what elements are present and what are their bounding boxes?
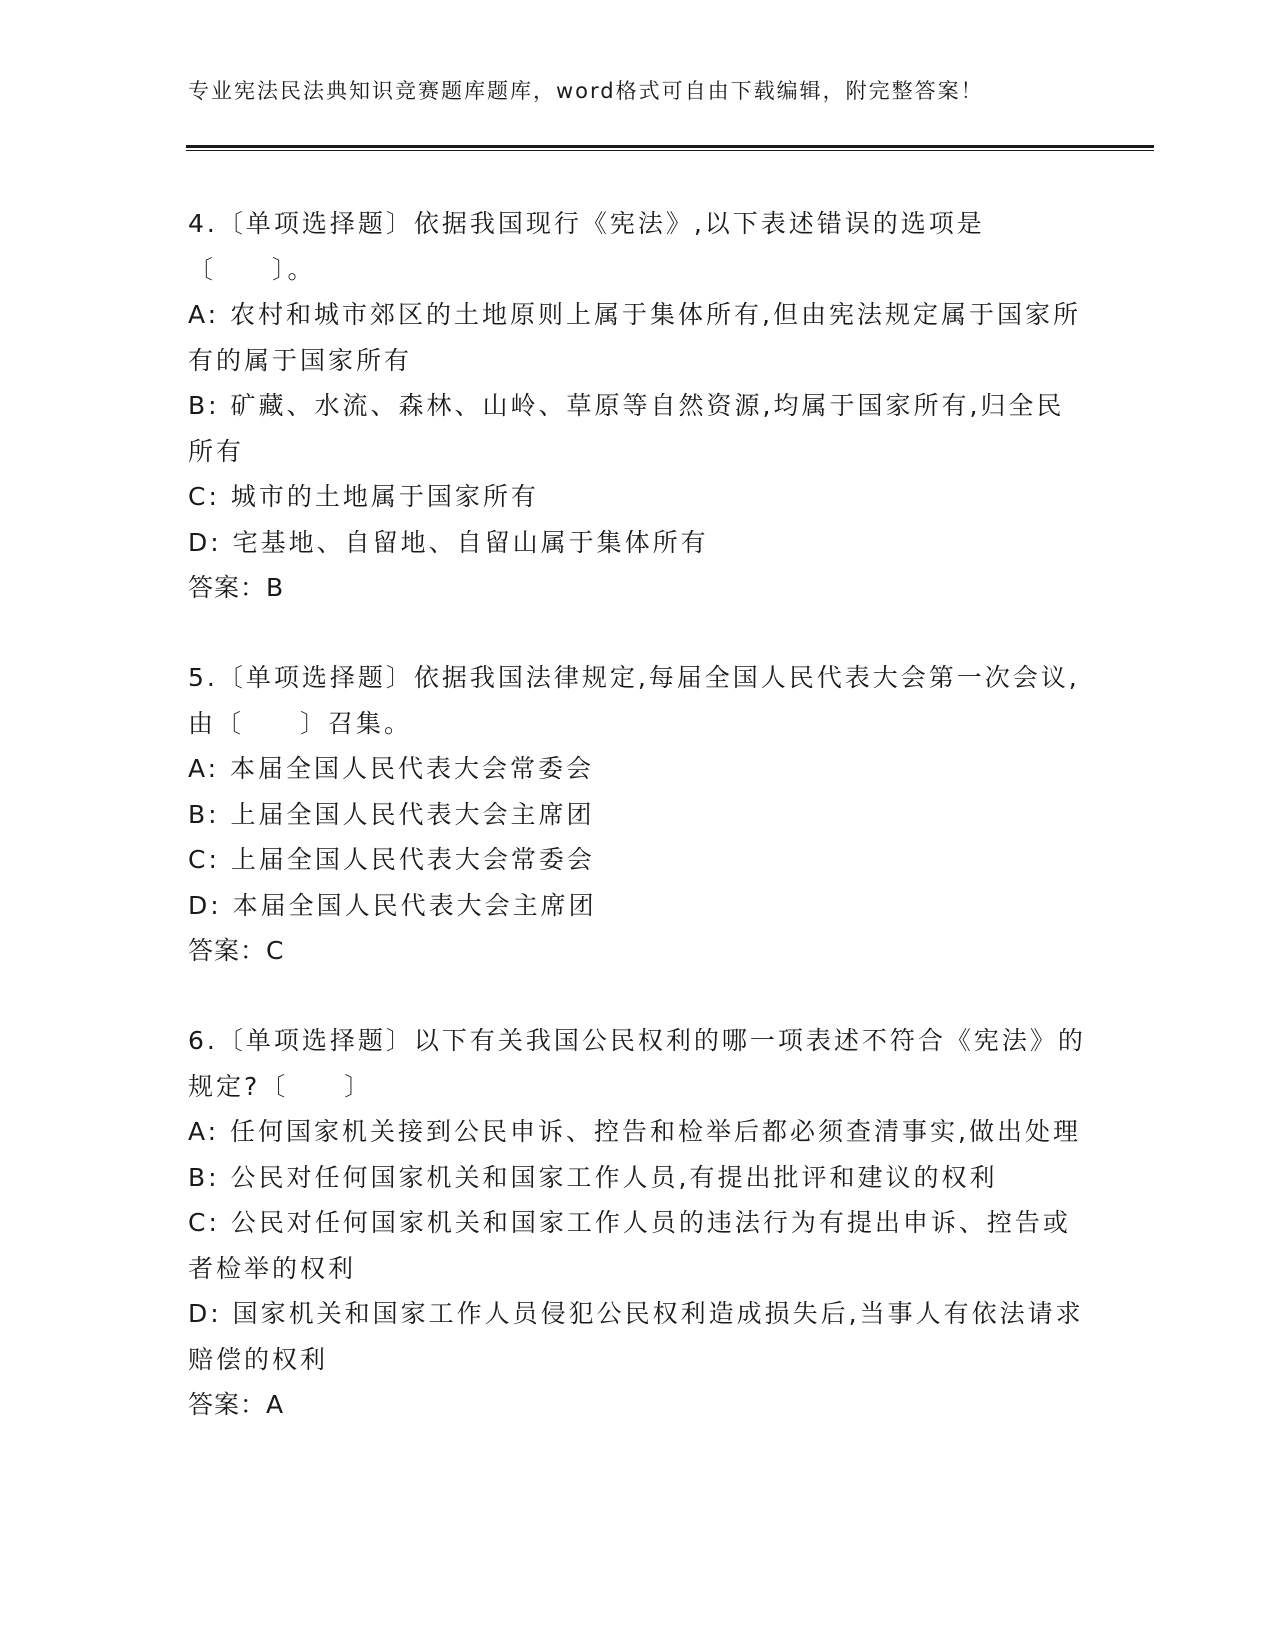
answer: 答案：B — [188, 573, 285, 602]
header-divider-thin — [186, 150, 1154, 151]
option-a: A: 任何国家机关接到公民申诉、控告和检举后都必须查清事实,做出处理 — [188, 1117, 1081, 1146]
answer: 答案：A — [188, 1390, 285, 1419]
option-c: C: 上届全国人民代表大会常委会 — [188, 845, 595, 874]
question-stem: 6.〔单项选择题〕以下有关我国公民权利的哪一项表述不符合《宪法》的规定?〔 〕 — [188, 1026, 1086, 1101]
option-a: A: 农村和城市郊区的土地原则上属于集体所有,但由宪法规定属于国家所有的属于国家所有 — [188, 300, 1081, 375]
header-title: 专业宪法民法典知识竞赛题库题库，word格式可自由下载编辑，附完整答案！ — [188, 79, 984, 103]
option-c: C: 城市的土地属于国家所有 — [188, 482, 539, 511]
option-d: D: 本届全国人民代表大会主席团 — [188, 890, 597, 920]
question-stem: 4.〔单项选择题〕依据我国现行《宪法》,以下表述错误的选项是〔 〕。 — [188, 209, 985, 284]
answer: 答案：C — [188, 936, 285, 965]
option-b: B: 矿藏、水流、森林、山岭、草原等自然资源,均属于国家所有,归全民所有 — [188, 391, 1065, 466]
question-4 — [188, 201, 1088, 611]
option-b: B: 公民对任何国家机关和国家工作人员,有提出批评和建议的权利 — [188, 1162, 998, 1192]
question-5 — [188, 655, 1088, 974]
option-a: A: 本届全国人民代表大会常委会 — [188, 754, 595, 783]
option-b: B: 上届全国人民代表大会主席团 — [188, 799, 595, 829]
option-d: D: 国家机关和国家工作人员侵犯公民权利造成损失后,当事人有依法请求赔偿的权利 — [188, 1299, 1084, 1374]
option-d: D: 宅基地、自留地、自留山属于集体所有 — [188, 527, 709, 557]
header-divider-thick — [186, 145, 1154, 148]
option-c: C: 公民对任何国家机关和国家工作人员的违法行为有提出申诉、控告或者检举的权利 — [188, 1208, 1071, 1283]
question-6 — [188, 1018, 1088, 1428]
question-stem: 5.〔单项选择题〕依据我国法律规定,每届全国人民代表大会第一次会议,由〔 〕召集。 — [188, 663, 1080, 738]
